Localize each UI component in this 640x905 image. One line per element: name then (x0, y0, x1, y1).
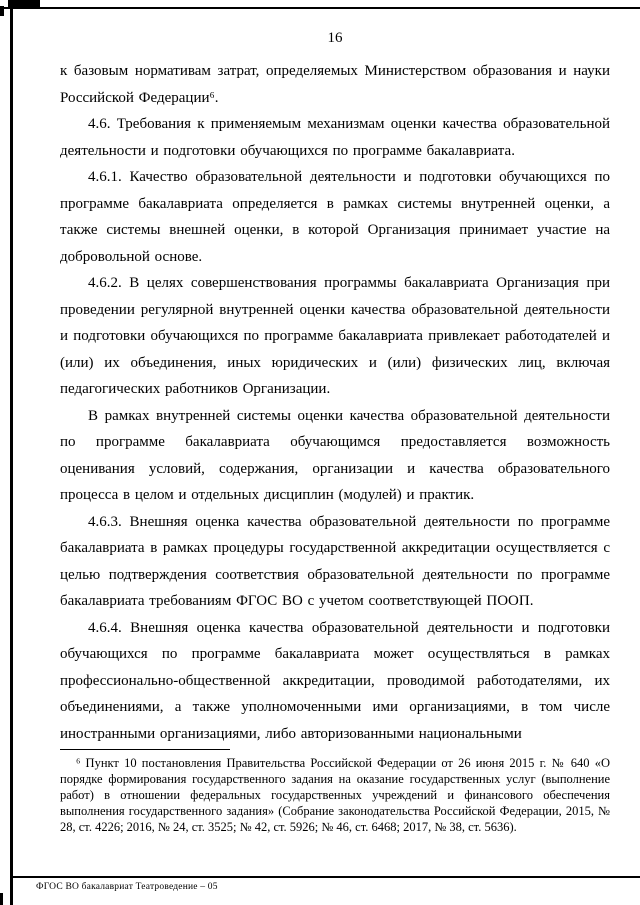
paragraph: 4.6.2. В целях совершенствования программы бакалавриата Организация при проведении регулярной внутренней оценки качества образовательной деятельности и подготовки обучающихся по программе бакалавриата привлекает работодателей и (или) их объединения, иных юридических и (или) физических лиц, включая педагогических работников Организации. (60, 275, 610, 397)
paragraph: 4.6. Требования к применяемым механизмам оценки качества образовательной деятельности и подготовки обучающихся по программе бакалавриата. (60, 116, 610, 159)
paragraph: В рамках внутренней системы оценки качества образовательной деятельности по программе бакалавриата обучающимся предоставляется возможность оценивания условий, содержания, организации и качества образовательного процесса в целом и отдельных дисциплин (модулей) и практик. (60, 407, 610, 503)
page-number: 16 (327, 30, 343, 46)
footer-separator (12, 876, 640, 878)
paragraph: 4.6.4. Внешняя оценка качества образовательной деятельности и подготовки обучающихся по программе бакалавриата может осуществляться в рамках профессионально-общественной аккредитации, проводимой работодателями, их объединениями, а также уполномоченными ими организациями, в том числе иностранными организациями, либо авторизованными национальными (60, 619, 610, 742)
page-footer: ФГОС ВО бакалавриат Театроведение – 05 (36, 882, 218, 892)
scan-artifact-top (0, 6, 4, 16)
footnote-text: ⁶ Пункт 10 постановления Правительства Российской Федерации от 26 июня 2015 г. № 640 «О порядке формирования государственного задания на оказание государственных услуг (выполнение работ) в отношении федеральных государственных учреждений и финансового обеспечения выполнения государственного задания» (Собрание законодательства Российской Федерации, 2015, № 28, ст. 4226; 2016, № 24, ст. 3525; № 42, ст. 5926; № 46, ст. 6468; 2017, № 38, ст. 5636). (60, 756, 610, 834)
scan-border-left (10, 0, 13, 905)
document-body (60, 58, 610, 747)
footnote-block (60, 749, 610, 835)
scan-border-top (0, 7, 640, 9)
footnote-separator (60, 749, 230, 750)
paragraph: 4.6.3. Внешняя оценка качества образовательной деятельности по программе бакалавриата в рамках процедуры государственной аккредитации осуществляется с целью подтверждения соответствия образовательной деятельности по программе бакалавриата требованиям ФГОС ВО с учетом соответствующей ПООП. (60, 513, 610, 609)
paragraph: 4.6.1. Качество образовательной деятельности и подготовки обучающихся по программе бакалавриата определяется в рамках системы внутренней оценки, а также системы внешней оценки, в которой Организация принимает участие на добровольной основе. (60, 169, 610, 265)
scan-corner-mark (8, 0, 40, 9)
paragraph: к базовым нормативам затрат, определяемых Министерством образования и науки Российской Федерации⁶. (60, 63, 610, 106)
scan-artifact-bottom (0, 893, 3, 905)
